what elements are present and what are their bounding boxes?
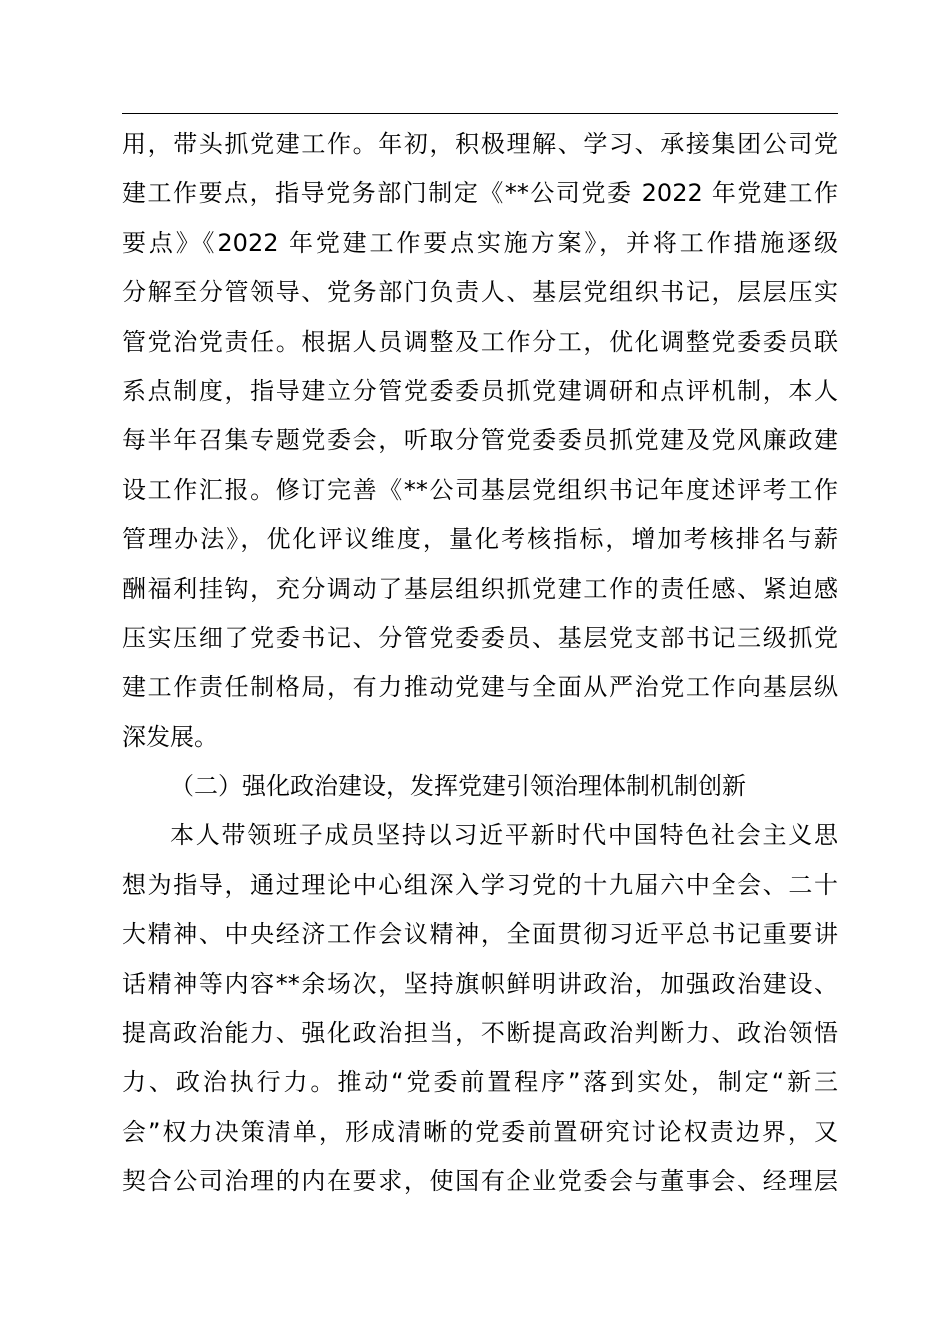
paragraph-end-line: 深发展。 (122, 722, 218, 751)
body-line: 建工作要点，指导党务部门制定《**公司党委 2022 年党建工作 (122, 179, 838, 208)
document-body (122, 120, 838, 1207)
body-line: 系点制度，指导建立分管党委委员抓党建调研和点评机制，本人 (122, 376, 838, 405)
body-line: 要点》《2022 年党建工作要点实施方案》，并将工作措施逐级 (122, 228, 838, 257)
body-line: 压实压细了党委书记、分管党委委员、基层党支部书记三级抓党 (122, 623, 838, 652)
body-line: 酬福利挂钩，充分调动了基层组织抓党建工作的责任感、紧迫感 (122, 574, 838, 603)
body-line: 契合公司治理的内在要求，使国有企业党委会与董事会、经理层 (122, 1167, 838, 1196)
body-line: 分解至分管领导、党务部门负责人、基层党组织书记，层层压实 (122, 278, 838, 307)
body-line: 建工作责任制格局，有力推动党建与全面从严治党工作向基层纵 (122, 673, 838, 702)
body-line: 设工作汇报。修订完善《**公司基层党组织书记年度述评考工作 (122, 475, 838, 504)
body-line: 管理办法》，优化评议维度，量化考核指标，增加考核排名与薪 (122, 525, 838, 554)
body-line: 提高政治能力、强化政治担当，不断提高政治判断力、政治领悟 (122, 1019, 838, 1048)
body-line: 想为指导，通过理论中心组深入学习党的十九届六中全会、二十 (122, 870, 838, 899)
section-heading: （二）强化政治建设，发挥党建引领治理体制机制创新 (170, 772, 746, 801)
body-line: 大精神、中央经济工作会议精神，全面贯彻习近平总书记重要讲 (122, 920, 838, 949)
body-line: 力、政治执行力。推动“党委前置程序”落到实处，制定“新三 (122, 1068, 838, 1097)
body-line: 用，带头抓党建工作。年初，积极理解、学习、承接集团公司党 (122, 130, 838, 158)
paragraph-first-line: 本人带领班子成员坚持以习近平新时代中国特色社会主义思 (170, 821, 838, 850)
body-line: 话精神等内容**余场次，坚持旗帜鲜明讲政治，加强政治建设、 (122, 969, 838, 998)
body-line: 会”权力决策清单，形成清晰的党委前置研究讨论权责边界，又 (122, 1117, 838, 1146)
body-line: 管党治党责任。根据人员调整及工作分工，优化调整党委委员联 (122, 327, 838, 356)
header-rule (122, 113, 838, 114)
body-line: 每半年召集专题党委会，听取分管党委委员抓党建及党风廉政建 (122, 426, 838, 455)
